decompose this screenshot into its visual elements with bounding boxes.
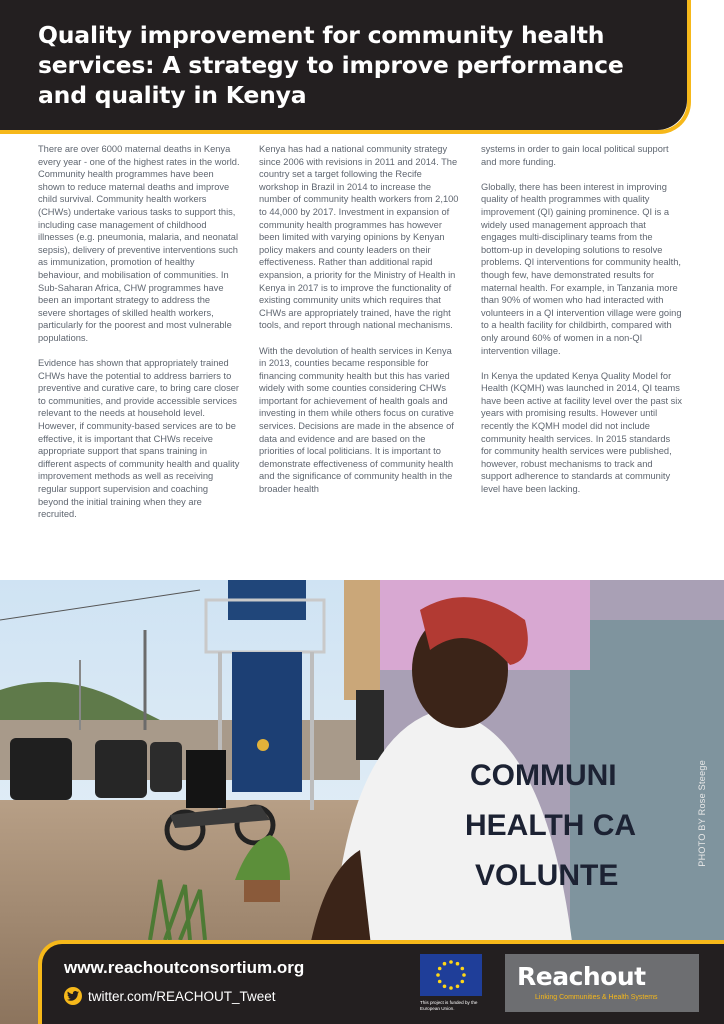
photo-credit: PHOTO BY Rose Steege [697, 760, 707, 867]
paragraph: With the devolution of health services in Kenya in 2013, counties became responsible for financing community health but this has varied widely with some counties considering CHWs important for achievement of health goals and investing in them while others focus on curative services. Decisions are made in the absence of data and evidence and are based on the priorities of local politicians. It is important to demonstrate effectiveness of community health and the significance of community health in the broader health [259, 345, 454, 495]
plant-pot [244, 880, 280, 902]
paragraph: Evidence has shown that appropriately trained CHWs have the potential to address barriers to preventive and curative care, to bring care closer to communities, and provide accessible services relevant to the needs at household level. However, if community-based services are to be effective, it is important that CHWs receive appropriate support that spans training in different aspects of community health and quality improvement methods as well as receiving regular support supervision and coaching beyond the initial training when they are recruited. [38, 358, 240, 520]
paragraph: In Kenya the updated Kenya Quality Model for Health (KQMH) was launched in 2014, QI teams have been active at facility level over the past six years with promising results. However until recently the KQMH model did not include community health services. In 2015 standards for community health services were published, however, robust mechanisms to track and support adherence to standards at community level have been lacking. [481, 370, 683, 495]
water-tank [150, 742, 182, 792]
eu-flag [420, 954, 482, 996]
paragraph: Globally, there has been interest in improving quality of health programmes with quality improvement (QI) gaining prominence. QI is a widely used management approach that engages multi-disciplinary teams from the bottom-up in developing solutions to resolve problems. QI interventions for community health, though few, have demonstrated results for maternal health. For example, in Tanzania more than 90% of women who had interacted with volunteers in a QI intervention village were going to a health facility for childbirth, compared with only around 60% of women in a non-QI intervention village. [481, 181, 682, 356]
water-tank [10, 738, 72, 800]
header-banner [0, 0, 687, 130]
shirt-text: VOLUNTE [475, 859, 619, 892]
website-link[interactable]: www.reachoutconsortium.org [64, 958, 305, 977]
article-column-2 [259, 143, 461, 508]
twitter-link[interactable] [64, 986, 276, 1006]
blue-tower-panel [232, 652, 302, 792]
speaker [186, 750, 226, 808]
paragraph: Kenya has had a national community strategy since 2006 with revisions in 2011 and 2014. The country set a target following the Recife workshop in Brazil in 2014 to increase the number of community health workers from 2,100 to 44,000 by 2017. Investment in expansion of community health programmes has however been limited with varying opinions by Kenyan policy makers and county leaders on their effectiveness. Rather than additional rapid expansion, a priority for the Ministry of Health in Kenya in 2017 is to improve the functionality of existing community units which requires that CHWs are appropriately trained, have the right tools, and report through national mechanisms. [259, 144, 459, 331]
article-body [38, 143, 688, 571]
logo-tagline: Linking Communities & Health Systems [535, 994, 658, 1001]
article-column-1 [38, 143, 240, 533]
shirt-text: HEALTH CA [465, 809, 637, 842]
logo-wordmark: Reachout [517, 962, 646, 991]
twitter-bird-icon [64, 987, 82, 1005]
article-column-3 [481, 143, 683, 508]
paragraph: There are over 6000 maternal deaths in Kenya every year - one of the highest rates in the world. Community health programmes have been shown to reduce maternal deaths and improve child survival. Community health workers (CHWs) undertake various tasks to support this, including case management of childhood illnesses (e.g. pneumonia, malaria, and neonatal sepsis), delivery of preventive interventions such as immunization, promotion of healthy behaviour, and mobilisation of communities. In Sub-Saharan Africa, CHW programmes have been an important strategy to address the severe shortages of skilled health workers, particularly for the poorest and most vulnerable populations. [38, 144, 240, 343]
paragraph: systems in order to gain local political support and more funding. [481, 144, 669, 167]
page-title: Quality improvement for community health services: A strategy to improve performance and quality in Kenya [38, 21, 624, 109]
water-tank [95, 740, 147, 798]
shirt-text: COMMUNI [470, 759, 617, 792]
footer [38, 940, 724, 1024]
eu-funding-note: This project is funded by the European Union. [420, 1000, 478, 1011]
reachout-logo [505, 954, 699, 1012]
twitter-handle: twitter.com/REACHOUT_Tweet [88, 988, 276, 1004]
bystander [356, 690, 384, 760]
eu-stars-icon [420, 954, 482, 996]
emblem [257, 739, 269, 751]
twitter-bird-shape [67, 991, 79, 1001]
